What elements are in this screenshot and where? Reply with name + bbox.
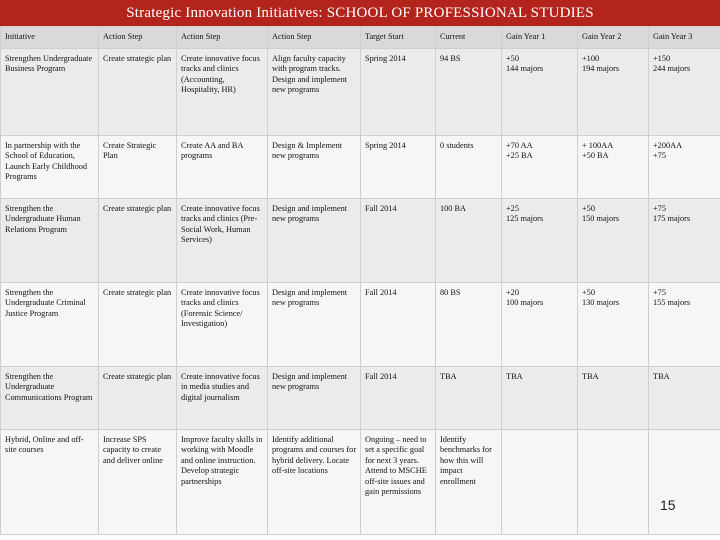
table-row (1, 430, 720, 535)
cell-target-start: Fall 2014 (361, 283, 436, 367)
table-header-row (1, 27, 720, 49)
cell-gain-year-2: +50 150 majors (578, 199, 649, 283)
cell-target-start: Spring 2014 (361, 136, 436, 199)
cell-gain-year-1: +20 100 majors (502, 283, 578, 367)
cell-target-start: Fall 2014 (361, 367, 436, 430)
cell-current: 80 BS (436, 283, 502, 367)
cell-gain-year-1: +70 AA +25 BA (502, 136, 578, 199)
cell-action-step-1: Increase SPS capacity to create and deliver online (99, 430, 177, 535)
header-initiative: Initiative (1, 27, 99, 49)
header-current: Current (436, 27, 502, 49)
slide-title-bar (0, 0, 720, 26)
cell-action-step-3: Design & Implement new programs (268, 136, 361, 199)
cell-action-step-2: Create innovative focus tracks and clinics (Forensic Science/ Investigation) (177, 283, 268, 367)
header-gain-year-3: Gain Year 3 (649, 27, 720, 49)
cell-action-step-3: Design and implement new programs (268, 367, 361, 430)
initiatives-table (0, 26, 720, 535)
header-action-step-2: Action Step (177, 27, 268, 49)
slide-number: 15 (660, 497, 676, 513)
header-gain-year-2: Gain Year 2 (578, 27, 649, 49)
cell-gain-year-3: +75 175 majors (649, 199, 720, 283)
cell-gain-year-2 (578, 430, 649, 535)
cell-gain-year-3: +200AA +75 (649, 136, 720, 199)
cell-initiative: In partnership with the School of Education, Launch Early Childhood Programs (1, 136, 99, 199)
cell-target-start: Spring 2014 (361, 49, 436, 136)
cell-current: 94 BS (436, 49, 502, 136)
cell-action-step-2: Create AA and BA programs (177, 136, 268, 199)
cell-gain-year-1 (502, 430, 578, 535)
cell-gain-year-3: TBA (649, 367, 720, 430)
cell-initiative: Strengthen Undergraduate Business Program (1, 49, 99, 136)
cell-action-step-3: Align faculty capacity with program tracks. Design and implement new programs (268, 49, 361, 136)
cell-gain-year-1: +25 125 majors (502, 199, 578, 283)
header-action-step-3: Action Step (268, 27, 361, 49)
table-row (1, 283, 720, 367)
cell-initiative: Strengthen the Undergraduate Communications Program (1, 367, 99, 430)
header-gain-year-1: Gain Year 1 (502, 27, 578, 49)
table-row (1, 367, 720, 430)
cell-action-step-3: Identify additional programs and courses for hybrid delivery. Locate off-site locations (268, 430, 361, 535)
cell-gain-year-2: + 100AA +50 BA (578, 136, 649, 199)
cell-action-step-1: Create Strategic Plan (99, 136, 177, 199)
cell-action-step-2: Create innovative focus tracks and clinics (Accounting, Hospitality, HR) (177, 49, 268, 136)
cell-gain-year-3: +150 244 majors (649, 49, 720, 136)
cell-initiative: Strengthen the Undergraduate Criminal Justice Program (1, 283, 99, 367)
cell-gain-year-3 (649, 430, 720, 535)
cell-action-step-2: Create innovative focus in media studies and digital journalism (177, 367, 268, 430)
cell-target-start: Ongoing – need to set a specific goal for next 3 years. Attend to MSCHE off-site issues and gain permissions (361, 430, 436, 535)
cell-action-step-2: Improve faculty skills in working with Moodle and online instruction. Develop strategic partnerships (177, 430, 268, 535)
cell-gain-year-2: +50 130 majors (578, 283, 649, 367)
cell-gain-year-1: TBA (502, 367, 578, 430)
slide-title: Strategic Innovation Initiatives: SCHOOL OF PROFESSIONAL STUDIES (126, 4, 594, 21)
cell-current: 0 students (436, 136, 502, 199)
cell-action-step-3: Design and implement new programs (268, 283, 361, 367)
cell-current: Identify benchmarks for how this will impact enrollment (436, 430, 502, 535)
header-action-step-1: Action Step (99, 27, 177, 49)
cell-action-step-3: Design and implement new programs (268, 199, 361, 283)
cell-action-step-1: Create strategic plan (99, 199, 177, 283)
header-target-start: Target Start (361, 27, 436, 49)
cell-initiative: Strengthen the Undergraduate Human Relations Program (1, 199, 99, 283)
table-row (1, 49, 720, 136)
cell-gain-year-2: +100 194 majors (578, 49, 649, 136)
cell-action-step-1: Create strategic plan (99, 283, 177, 367)
cell-current: TBA (436, 367, 502, 430)
cell-gain-year-2: TBA (578, 367, 649, 430)
cell-action-step-1: Create strategic plan (99, 367, 177, 430)
cell-action-step-2: Create innovative focus tracks and clinics (Pre-Social Work, Human Services) (177, 199, 268, 283)
table-row (1, 199, 720, 283)
cell-initiative: Hybrid, Online and off-site courses (1, 430, 99, 535)
table-row (1, 136, 720, 199)
cell-action-step-1: Create strategic plan (99, 49, 177, 136)
cell-gain-year-1: +50 144 majors (502, 49, 578, 136)
cell-current: 100 BA (436, 199, 502, 283)
cell-gain-year-3: +75 155 majors (649, 283, 720, 367)
cell-target-start: Fall 2014 (361, 199, 436, 283)
